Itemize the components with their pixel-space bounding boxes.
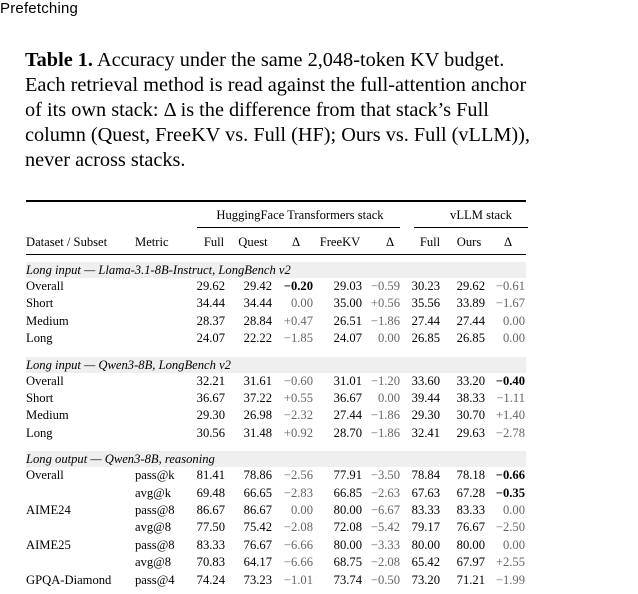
value-cell: 36.67	[196, 391, 225, 405]
value-cell: 77.91	[333, 468, 362, 483]
delta-cell: +0.47	[283, 313, 313, 328]
top-rule	[26, 200, 526, 202]
value-cell: 33.20	[456, 373, 485, 388]
value-cell: 29.63	[456, 425, 485, 440]
value-cell: 80.00	[333, 503, 362, 517]
value-cell: 64.17	[243, 555, 272, 570]
dataset-cell: Overall	[26, 279, 64, 293]
header-rule	[26, 254, 526, 255]
delta-cell: −0.50	[370, 572, 400, 587]
value-cell: 80.00	[456, 537, 485, 552]
value-cell: 30.56	[196, 425, 225, 440]
delta-cell: −0.60	[283, 373, 313, 388]
delta-cell: −0.61	[495, 279, 525, 293]
value-cell: 78.84	[411, 468, 440, 483]
dataset-cell: Medium	[26, 313, 69, 328]
value-cell: 31.48	[243, 425, 272, 440]
delta-cell: −1.86	[370, 408, 400, 423]
column-header: Ours	[456, 235, 482, 249]
value-cell: 66.85	[333, 485, 362, 500]
value-cell: 75.42	[243, 520, 272, 535]
delta-cell: −1.20	[370, 373, 400, 388]
value-cell: 29.03	[333, 279, 362, 293]
value-cell: 32.41	[411, 425, 440, 440]
value-cell: 66.65	[243, 485, 272, 500]
value-cell: 80.00	[411, 537, 440, 552]
value-cell: 26.85	[456, 331, 485, 346]
delta-cell: +0.55	[283, 391, 313, 405]
value-cell: 68.75	[333, 555, 362, 570]
metric-cell: avg@8	[135, 520, 172, 535]
value-cell: 36.67	[333, 391, 362, 405]
value-cell: 31.61	[243, 373, 272, 388]
table-caption	[25, 48, 535, 173]
value-cell: 35.00	[333, 296, 362, 311]
delta-cell: 0.00	[377, 391, 400, 405]
delta-cell: −0.20	[283, 279, 313, 293]
delta-cell: −1.11	[496, 391, 525, 405]
column-header: Δ	[385, 235, 395, 249]
value-cell: 26.51	[333, 313, 362, 328]
column-header: Quest	[238, 235, 268, 249]
value-cell: 78.18	[456, 468, 485, 483]
value-cell: 81.41	[196, 468, 225, 483]
value-cell: 22.22	[243, 331, 272, 346]
value-cell: 33.89	[456, 296, 485, 311]
delta-cell: −1.99	[495, 572, 525, 587]
value-cell: 26.98	[243, 408, 272, 423]
value-cell: 83.33	[196, 537, 225, 552]
value-cell: 27.44	[456, 313, 485, 328]
value-cell: 76.67	[456, 520, 485, 535]
group-header-vllm: vLLM stack	[450, 208, 512, 222]
value-cell: 34.44	[196, 296, 225, 311]
value-cell: 39.44	[411, 391, 440, 405]
delta-cell: −0.35	[495, 485, 525, 500]
delta-cell: −3.50	[370, 468, 400, 483]
value-cell: 79.17	[411, 520, 440, 535]
dataset-cell: AIME24	[26, 503, 71, 517]
column-header: Δ	[503, 235, 513, 249]
value-cell: 26.85	[411, 331, 440, 346]
group-rule-hf	[197, 227, 400, 228]
value-cell: 76.67	[243, 537, 272, 552]
delta-cell: −0.40	[495, 373, 525, 388]
value-cell: 29.62	[196, 279, 225, 293]
column-header: Δ	[291, 235, 301, 249]
value-cell: 29.30	[196, 408, 225, 423]
section-label: Long output — Qwen3-8B, reasoning	[26, 452, 215, 467]
value-cell: 69.48	[196, 485, 225, 500]
metric-cell: avg@8	[135, 555, 172, 570]
value-cell: 77.50	[196, 520, 225, 535]
value-cell: 73.20	[411, 572, 440, 587]
delta-cell: −1.86	[370, 425, 400, 440]
column-header: Full	[203, 235, 225, 249]
group-header-hf: HuggingFace Transformers stack	[216, 208, 384, 222]
delta-cell: −6.67	[370, 503, 400, 517]
value-cell: 34.44	[243, 296, 272, 311]
value-cell: 28.70	[333, 425, 362, 440]
dataset-cell: AIME25	[26, 537, 71, 552]
dataset-cell: GPQA-Diamond	[26, 572, 112, 587]
delta-cell: 0.00	[502, 313, 525, 328]
delta-cell: −2.50	[495, 520, 525, 535]
delta-cell: −2.08	[283, 520, 313, 535]
value-cell: 71.21	[456, 572, 485, 587]
caption-label: Table 1.	[25, 49, 94, 71]
delta-cell: −6.66	[283, 555, 313, 570]
column-header: FreeKV	[319, 235, 361, 249]
delta-cell: 0.00	[502, 503, 525, 517]
value-cell: 35.56	[411, 296, 440, 311]
dataset-cell: Short	[26, 391, 54, 405]
dataset-cell: Short	[26, 296, 54, 311]
value-cell: 86.67	[243, 503, 272, 517]
value-cell: 70.83	[196, 555, 225, 570]
value-cell: 27.44	[333, 408, 362, 423]
value-cell: 30.23	[411, 279, 440, 293]
delta-cell: −2.78	[495, 425, 525, 440]
delta-cell: +2.55	[495, 555, 525, 570]
delta-cell: +1.40	[495, 408, 525, 423]
dataset-cell: Overall	[26, 468, 64, 483]
delta-cell: 0.00	[290, 503, 313, 517]
value-cell: 78.86	[243, 468, 272, 483]
dataset-cell: Overall	[26, 373, 64, 388]
value-cell: 29.30	[411, 408, 440, 423]
metric-cell: avg@k	[135, 485, 172, 500]
value-cell: 73.23	[243, 572, 272, 587]
section-label: Long input — Qwen3-8B, LongBench v2	[26, 357, 231, 372]
value-cell: 24.07	[196, 331, 225, 346]
delta-cell: −0.59	[370, 279, 400, 293]
delta-cell: −2.83	[283, 485, 313, 500]
delta-cell: 0.00	[377, 331, 400, 346]
value-cell: 67.63	[411, 485, 440, 500]
delta-cell: +0.56	[370, 296, 400, 311]
column-header: Metric	[135, 235, 169, 249]
delta-cell: −1.01	[283, 572, 313, 587]
value-cell: 72.08	[333, 520, 362, 535]
metric-cell: pass@8	[135, 503, 175, 517]
value-cell: 67.97	[456, 555, 485, 570]
value-cell: 33.60	[411, 373, 440, 388]
dataset-cell: Long	[26, 331, 53, 346]
delta-cell: −3.33	[370, 537, 400, 552]
value-cell: 29.62	[456, 279, 485, 293]
section-label: Long input — Llama-3.1-8B-Instruct, LongBench v2	[26, 263, 291, 277]
value-cell: 37.22	[243, 391, 272, 405]
value-cell: 83.33	[456, 503, 485, 517]
delta-cell: −2.32	[283, 408, 313, 423]
metric-cell: pass@4	[135, 572, 175, 587]
metric-cell: pass@8	[135, 537, 175, 552]
value-cell: 28.37	[196, 313, 225, 328]
group-rule-vllm	[414, 227, 528, 228]
value-cell: 30.70	[456, 408, 485, 423]
delta-cell: −2.08	[370, 555, 400, 570]
column-header: Dataset / Subset	[26, 235, 108, 249]
delta-cell: −6.66	[283, 537, 313, 552]
delta-cell: −1.67	[495, 296, 525, 311]
delta-cell: +0.92	[283, 425, 313, 440]
value-cell: 24.07	[333, 331, 362, 346]
value-cell: 38.33	[456, 391, 485, 405]
value-cell: 32.21	[196, 373, 225, 388]
value-cell: 73.74	[333, 572, 362, 587]
dataset-cell: Medium	[26, 408, 69, 423]
delta-cell: 0.00	[502, 331, 525, 346]
column-header: Full	[419, 235, 441, 249]
value-cell: 28.84	[243, 313, 272, 328]
delta-cell: −2.56	[283, 468, 313, 483]
value-cell: 67.28	[456, 485, 485, 500]
value-cell: 74.24	[196, 572, 225, 587]
delta-cell: 0.00	[290, 296, 313, 311]
metric-cell: pass@k	[135, 468, 175, 483]
value-cell: 29.42	[243, 279, 272, 293]
delta-cell: −1.85	[283, 331, 313, 346]
value-cell: 31.01	[333, 373, 362, 388]
delta-cell: 0.00	[502, 537, 525, 552]
value-cell: 80.00	[333, 537, 362, 552]
caption-text: Accuracy under the same 2,048-token KV budget. Each retrieval method is read against the full-attention anchor of its own stack: Δ is the difference from that stack’s Full column (Quest, FreeKV vs. Full (HF); Ours vs. Full (vLLM)), never across stacks.	[25, 49, 530, 171]
value-cell: 27.44	[411, 313, 440, 328]
value-cell: 65.42	[411, 555, 440, 570]
delta-cell: −5.42	[370, 520, 400, 535]
delta-cell: −1.86	[370, 313, 400, 328]
running-header: Prefetching	[0, 0, 79, 17]
value-cell: 83.33	[411, 503, 440, 517]
value-cell: 86.67	[196, 503, 225, 517]
delta-cell: −2.63	[370, 485, 400, 500]
dataset-cell: Long	[26, 425, 53, 440]
delta-cell: −0.66	[495, 468, 525, 483]
